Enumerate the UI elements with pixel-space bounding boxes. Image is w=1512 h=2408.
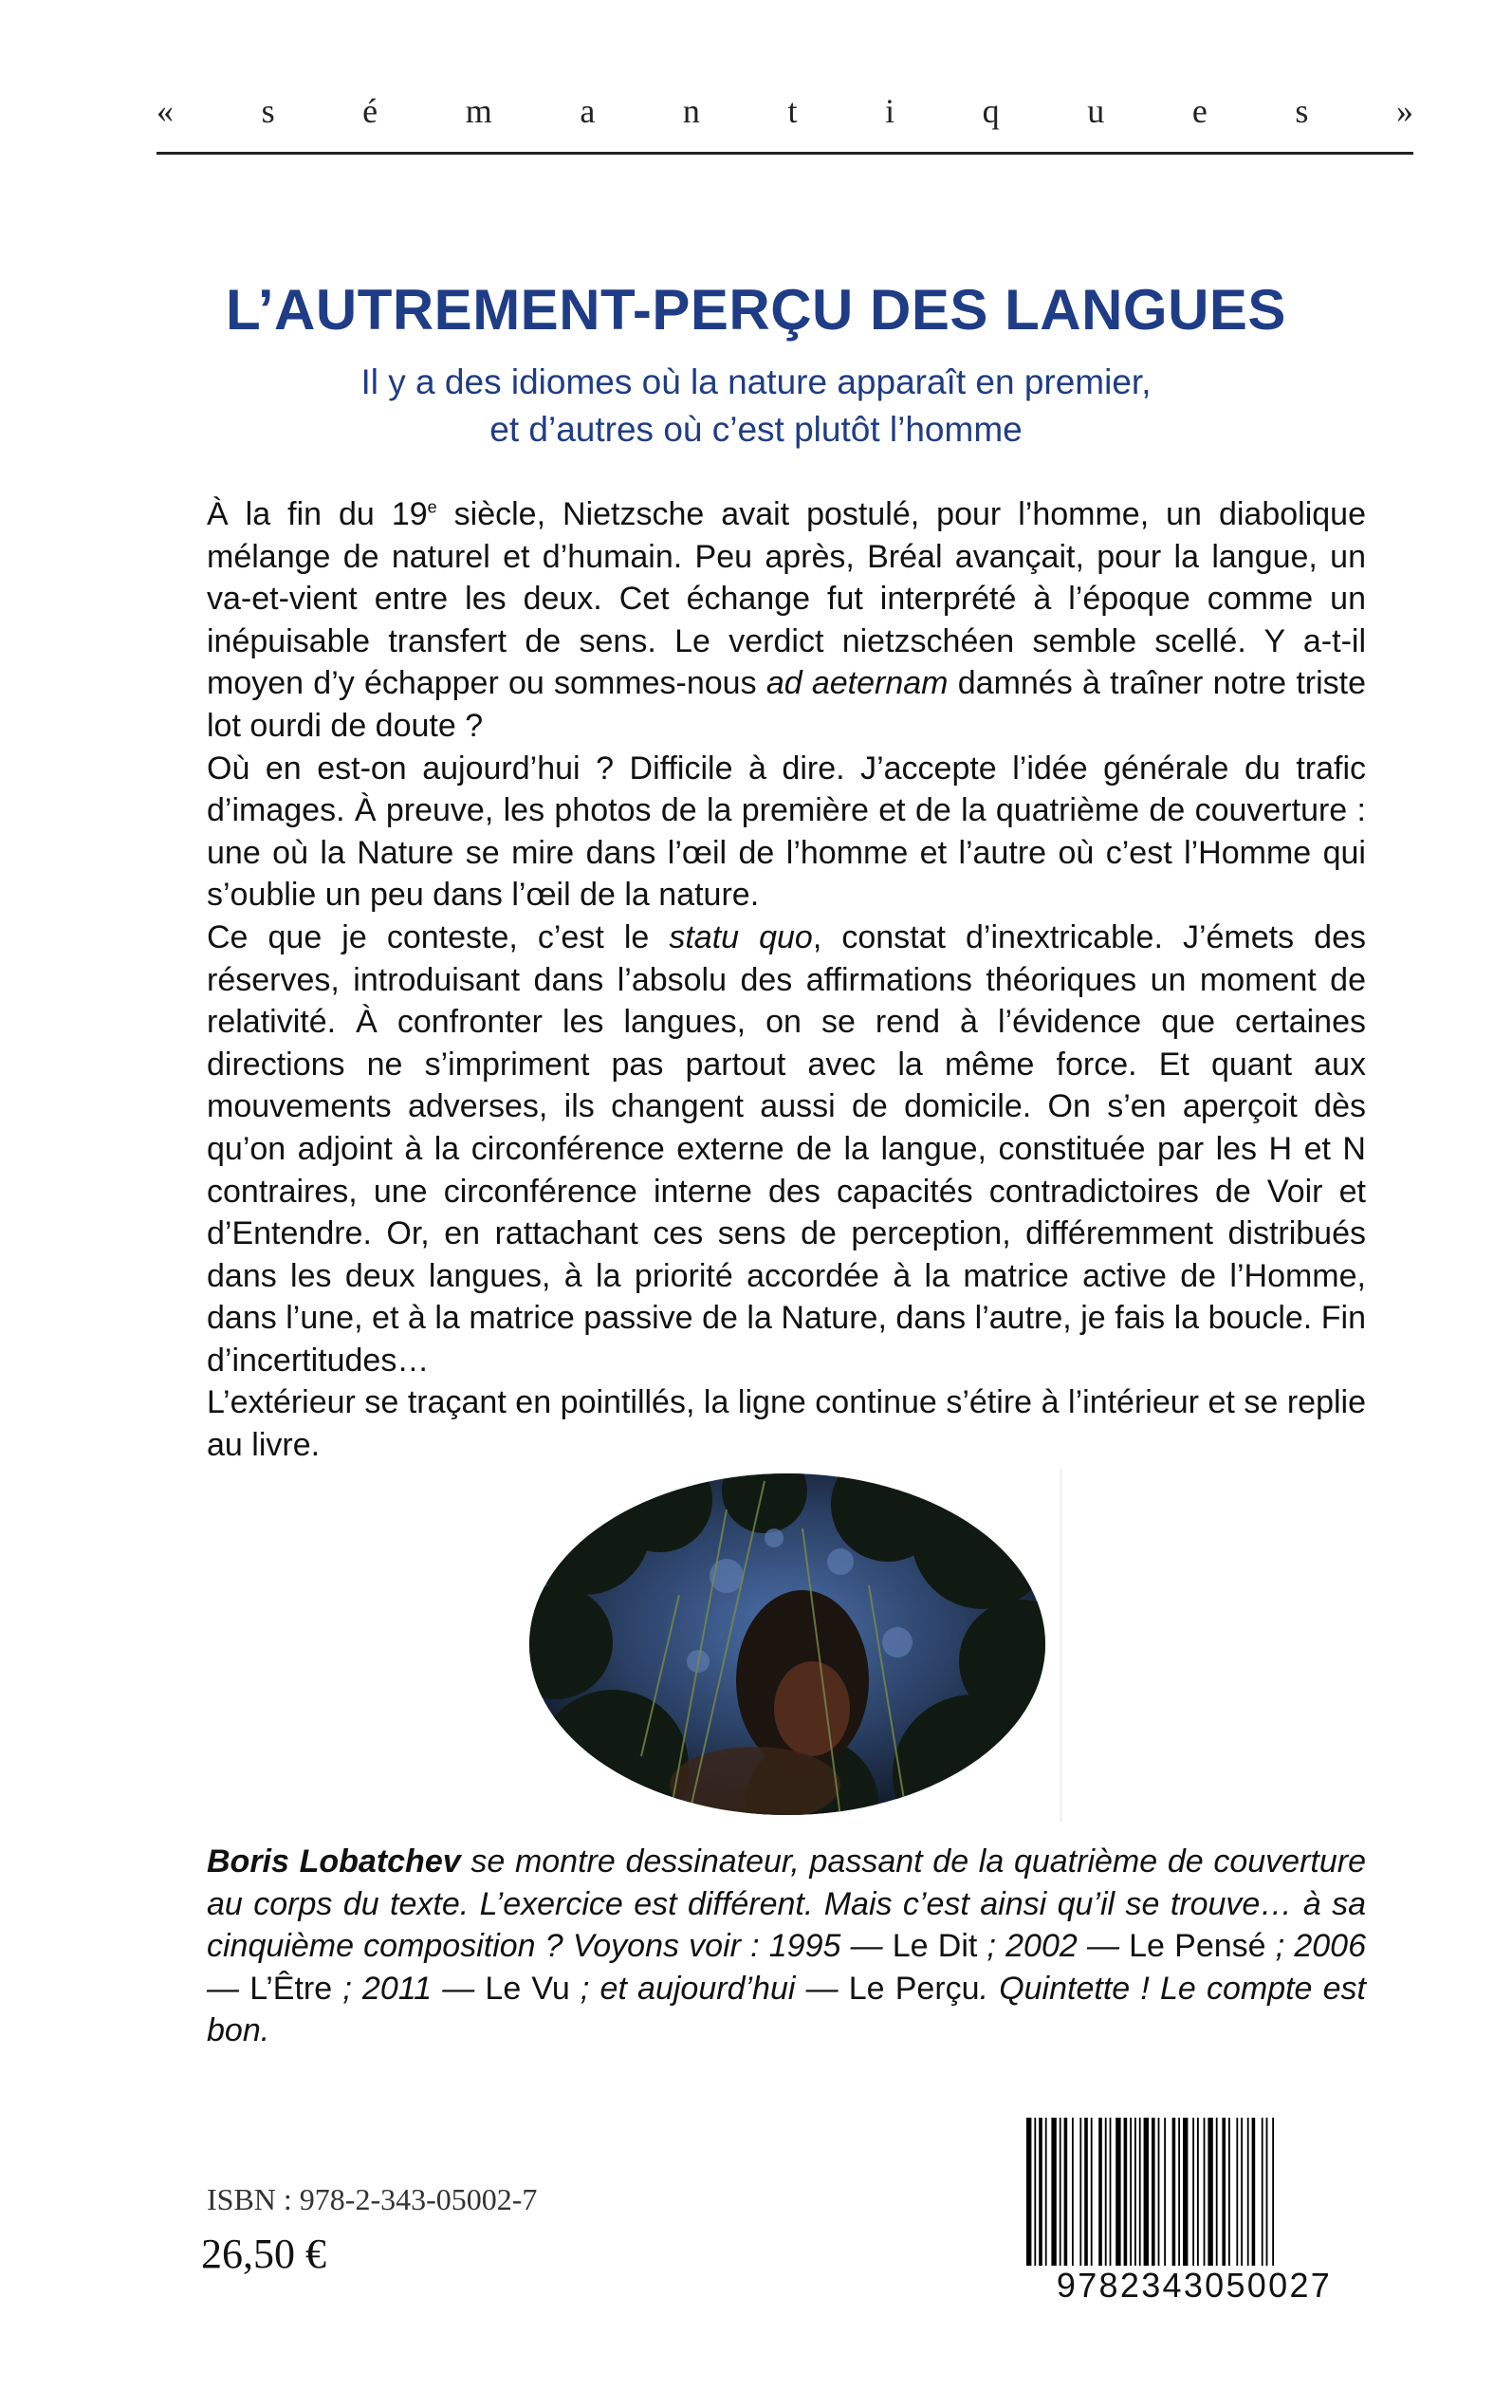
superscript: e: [427, 497, 437, 517]
text-run: , constat d’inextricable. J’émets des réserves, introduisant dans l’absolu des affirmations théoriques un moment de relativité. À confronter les langues, on se rend à l’évidence que certaines directions ne s’impriment pas partout avec la même force. Et quant aux mouvements adverses, ils changent aussi de domicile. On s’en aperçoit dès qu’on adjoint à la circonférence externe de la langue, constituée par les H et N contraires, une circonférence interne des capacités contradictoires de Voir et d’Entendre. Or, en rattachant ces sens de perception, différemment distribués dans les deux langues, à la priorité accordée à la matrice active de l’Homme, dans l’une, et à la matrice passive de la Nature, dans l’autre, je fais la boucle. Fin d’incertitudes…: [207, 918, 1366, 1379]
author-bio: [207, 1841, 1366, 2052]
barcode-bar: [1026, 2118, 1031, 2269]
barcode-digits: 9782343050027: [1023, 2266, 1366, 2306]
series-letter: é: [362, 92, 378, 130]
series-letter: «: [157, 92, 174, 130]
text-run: ; 2011 —: [332, 1970, 486, 2007]
paragraph-1: [207, 493, 1366, 748]
series-letter: s: [261, 92, 275, 130]
barcode-bar: [1236, 2118, 1238, 2269]
barcode-bar: [1134, 2118, 1136, 2269]
series-letter: t: [787, 92, 798, 130]
barcode-bar: [1079, 2118, 1081, 2269]
series-letter: a: [580, 92, 596, 130]
text-run: À la fin du 19: [207, 496, 428, 532]
barcode-bar: [1139, 2118, 1141, 2269]
series-letter: e: [1191, 92, 1208, 130]
barcode-bar: [1197, 2118, 1199, 2269]
barcode-bar: [1228, 2118, 1230, 2269]
barcode-bar: [1039, 2118, 1042, 2269]
oval-reflection-photo: [527, 1472, 1047, 1817]
text-run: siècle, Nietzsche avait postulé, pour l’homme, un diabolique mélange de naturel et d’humain. Peu après, Bréal avançait, pour la langue, un va-et-vient entre les deux. Cet échange fut interprété à l’époque comme un inépuisable transfert de sens. Le verdict nietzschéen semble scellé. Y a-t-il moyen d’y échapper ou sommes-nous: [207, 496, 1366, 702]
barcode-bar: [1208, 2118, 1212, 2269]
isbn: ISBN : 978-2-343-05002-7: [207, 2182, 538, 2216]
text-run: ; 2002 —: [977, 1928, 1130, 1965]
barcode-bar: [1091, 2118, 1093, 2269]
series-letter: u: [1087, 92, 1105, 130]
work-title: Le Pensé: [1129, 1928, 1266, 1965]
barcode-bar: [1110, 2118, 1112, 2269]
series-letter: n: [682, 92, 700, 130]
series-letter: »: [1395, 92, 1413, 130]
barcode-bar: [1045, 2118, 1047, 2269]
barcode-bar: [1204, 2118, 1206, 2269]
header-rule: [157, 152, 1413, 155]
author-name: Boris Lobatchev: [207, 1843, 461, 1880]
barcode-bar: [1158, 2118, 1160, 2269]
barcode-bar: [1183, 2118, 1188, 2269]
text-run: damnés à traîner notre triste lot ourdi de doute ?: [207, 665, 1367, 744]
subtitle-line-1: Il y a des idiomes où la nature apparaît en premier,: [360, 362, 1152, 401]
barcode-bar: [1098, 2118, 1102, 2269]
barcode-bar: [1064, 2118, 1068, 2269]
work-title: Le Perçu: [848, 1970, 980, 2007]
italic-run: statu quo: [669, 918, 813, 955]
barcode-bar: [1144, 2118, 1149, 2269]
paragraph-2: Où en est-on aujourd’hui ? Difficile à dire. J’accepte l’idée générale du trafic d’images. À preuve, les photos de la première et de la quatrième de couverture : une où la Nature se mire dans l’œil de l’homme et l’autre où c’est l’Homme qui s’oublie un peu dans l’œil de la nature.: [207, 750, 1366, 914]
barcode-bar: [1247, 2118, 1249, 2269]
barcode-bar: [1266, 2118, 1268, 2269]
series-letter: s: [1295, 92, 1309, 130]
paragraph-4: L’extérieur se traçant en pointillés, la ligne continue s’étire à l’intérieur et se replie au livre.: [207, 1384, 1366, 1464]
barcode-bar: [1130, 2118, 1132, 2269]
barcode-bar: [1192, 2118, 1194, 2269]
barcode-bar: [1172, 2118, 1176, 2269]
barcode-bar: [1152, 2118, 1155, 2269]
barcode-bar: [1222, 2118, 1226, 2269]
work-title: Le Vu: [485, 1970, 570, 2007]
text-run: . Quintette ! Le compte est bon.: [207, 1970, 1366, 2049]
barcode-bar: [1072, 2118, 1074, 2269]
barcode-bar: [1034, 2118, 1036, 2269]
paragraph-3: [207, 917, 1366, 1382]
book-title: L’AUTREMENT-PERÇU DES LANGUES: [226, 278, 1286, 342]
barcode-bar: [1116, 2118, 1120, 2269]
barcode-bar: [1178, 2118, 1180, 2269]
italic-run: ad aeternam: [765, 665, 949, 702]
barcode-bar: [1164, 2118, 1166, 2269]
work-title: Le Dit: [892, 1928, 978, 1965]
series-letter: q: [982, 92, 1000, 130]
series-name: [157, 91, 1413, 131]
barcode-bar: [1105, 2118, 1107, 2269]
work-title: L’Être: [249, 1970, 333, 2007]
barcode-bar: [1060, 2118, 1061, 2269]
text-run: ; 2006 —: [207, 1928, 1366, 2007]
barcode-bar: [1241, 2118, 1243, 2269]
text-run: Ce que je conteste, c’est le: [207, 918, 670, 955]
series-letter: i: [885, 92, 895, 130]
series-letter: m: [465, 92, 492, 130]
barcode-bar: [1084, 2118, 1088, 2269]
book-subtitle: [0, 359, 1512, 454]
oval-photo-frame: [520, 1469, 1061, 1822]
barcode-bar: [1216, 2118, 1218, 2269]
barcode-bar: [1262, 2118, 1263, 2269]
barcode-bar: [1272, 2118, 1274, 2269]
barcode-bar: [1051, 2118, 1056, 2269]
subtitle-line-2: et d’autres où c’est plutôt l’homme: [489, 410, 1023, 449]
price: 26,50 €: [201, 2231, 326, 2277]
text-run: se montre dessinateur, passant de la quatrième de couverture au corps du texte. L’exercice est différent. Mais c’est ainsi qu’il se trouve… à sa cinquième composition ? Voyons voir : 1995 —: [207, 1843, 1366, 1965]
barcode-bar: [1124, 2118, 1128, 2269]
blurb-text: [207, 493, 1366, 1467]
text-run: ; et aujourd’hui —: [569, 1970, 849, 2007]
barcode-bar: [1252, 2118, 1256, 2269]
